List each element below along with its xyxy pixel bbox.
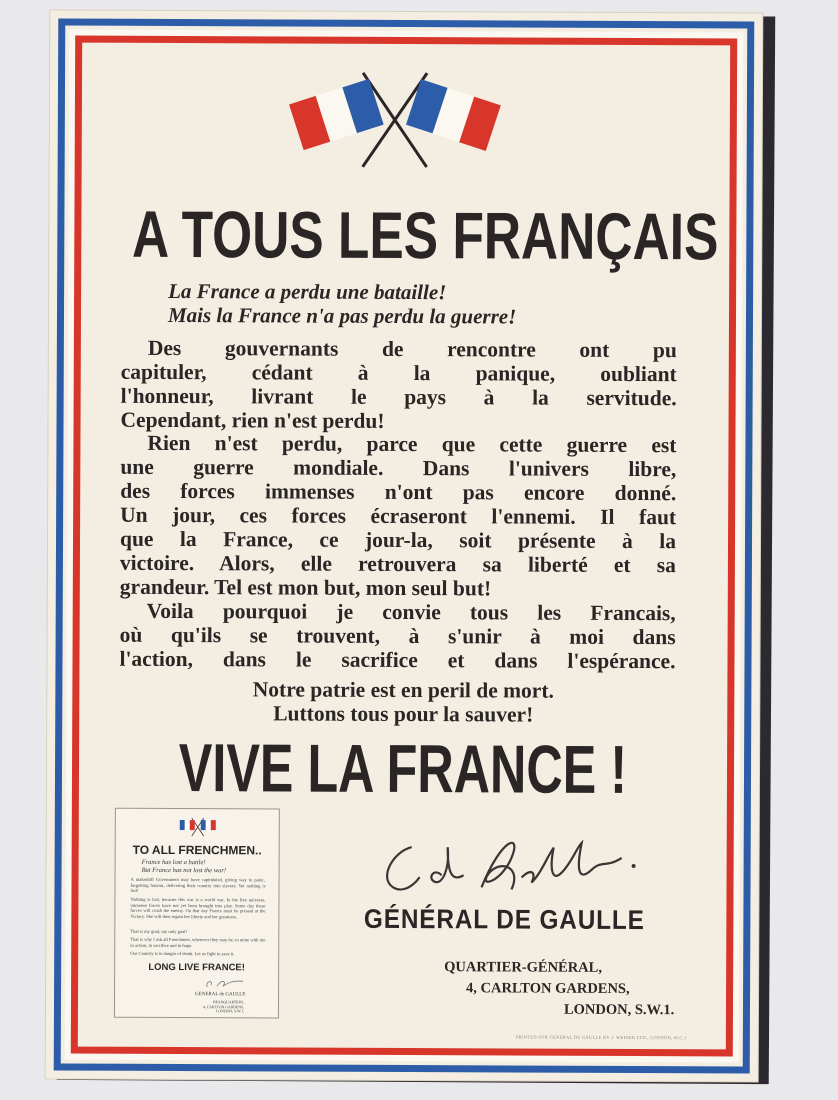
signature — [371, 827, 641, 903]
crossed-flags-icon — [285, 66, 505, 177]
text-line: des forces immenses n'ont pas encore donné. — [120, 478, 677, 506]
english-closing: LONG LIVE FRANCE! — [148, 961, 245, 974]
english-paragraph: Nothing is lost, because this war is a world war. In the free universe, immense forces have not yet been brought into play. Some day these forces will crush the enemy. On that day France must be present at the Victory. She will then regain her liberty and her greatness. — [130, 896, 266, 920]
english-title: TO ALL FRENCHMEN.. — [132, 842, 262, 858]
text-line: l'action, dans le sacrifice et dans l'espérance. — [119, 646, 676, 674]
closing — [47, 676, 759, 727]
poster-title — [49, 195, 761, 274]
text-line: Cependant, rien n'est perdu! — [120, 407, 385, 433]
vive-text: VIVE LA FRANCE ! — [178, 730, 628, 808]
general-name — [336, 904, 672, 936]
text-line: une guerre mondiale. Dans l'univers libre, — [120, 454, 677, 482]
printer-line: PRINTED FOR GENERAL DE GAULLE BY J. WEINER LTD., LONDON, W.C.1 — [515, 1034, 687, 1041]
english-translation-box — [114, 808, 280, 1019]
subtitle — [168, 279, 517, 329]
address-line: 4, CARLTON GARDENS, — [466, 980, 630, 997]
text-line: que la France, ce jour-la, soit présente à la — [119, 526, 677, 554]
paragraph-2 — [120, 431, 677, 601]
english-general: GENERAL de GAULLE — [195, 992, 246, 998]
text-line: où qu'ils se trouvent, à s'unir à moi dans — [119, 622, 676, 650]
text-line: Notre patrie est en peril de mort. — [252, 677, 554, 703]
text-line: Rien n'est perdu, parce que cette guerre est — [147, 430, 677, 458]
text-line: Voila pourquoi je convie tous les Francais, — [146, 598, 676, 626]
title-text: A TOUS LES FRANÇAIS — [131, 196, 719, 274]
text-line: But France has not lost the war! — [141, 866, 227, 875]
text-line: l'honneur, livrant le pays à la servitude. — [120, 383, 677, 411]
text-line: victoire. Alors, elle retrouvera sa liberté et sa — [119, 550, 676, 578]
subtitle-line: Mais la France n'a pas perdu la guerre! — [167, 302, 517, 329]
english-paragraph: That is why I ask all Frenchmen, wherever they may be, to unite with me in action, in sacrifice and in hope. — [130, 936, 266, 948]
address-line: HEADQUARTERS, — [212, 1000, 245, 1005]
vive-la-france — [47, 728, 759, 809]
address-line: 4, CARLTON GARDENS, — [202, 1004, 245, 1009]
address-line: LONDON, S.W.1. — [563, 1001, 675, 1019]
address-line: QUARTIER-GÉNÉRAL, — [444, 959, 603, 976]
text-line: Un jour, ces forces écraseront l'ennemi. Il faut — [120, 502, 677, 530]
english-address — [203, 1000, 244, 1014]
small-signature — [203, 977, 248, 991]
address — [444, 957, 675, 1021]
paragraph-1 — [120, 336, 676, 434]
text-line: Luttons tous pour la sauver! — [273, 701, 534, 727]
general-text: GÉNÉRAL DE GAULLE — [363, 903, 645, 936]
english-paragraph: A makeshift Government may have capitulated, giving way to panic, forgetting honour, delivering their country into slavery. Yet nothing is lost! — [130, 876, 266, 894]
english-paragraph: Our Country is in danger of death. Let us fight to save it. — [130, 950, 235, 957]
english-paragraph: That is my goal, my only goal! — [130, 928, 188, 935]
text-line: capituler, cédant à la panique, oubliant — [120, 359, 677, 387]
english-subtitle — [142, 859, 227, 875]
text-line: France has lost a battle! — [141, 858, 206, 867]
subtitle-line: La France a perdu une bataille! — [168, 278, 447, 305]
text-line: Des gouvernants de rencontre ont pu — [147, 335, 677, 363]
poster — [46, 10, 763, 1081]
small-flags-icon — [178, 817, 218, 837]
address-line: LONDON, S.W.1. — [216, 1009, 245, 1014]
text-line: grandeur. Tel est mon but, mon seul but! — [119, 574, 492, 601]
paragraph-3 — [119, 599, 675, 673]
